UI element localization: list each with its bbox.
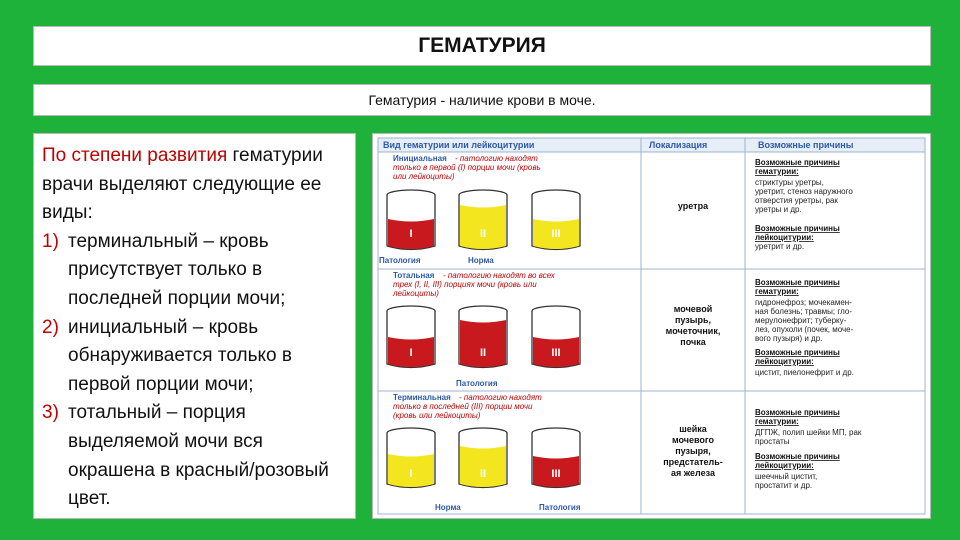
cause-heading: Возможные причины [755, 278, 840, 287]
intro-rest: гематурии врачи выделяют следующие ее виды: [42, 145, 323, 224]
row-type-desc: только в первой (I) порции мочи (кровь [393, 163, 541, 172]
row-type-name: Тотальная [393, 271, 435, 280]
row-location: пузыря, [675, 446, 711, 456]
row-location: мочевой [673, 304, 713, 314]
cup-3 [532, 306, 580, 368]
cup-1 [387, 190, 435, 250]
row-location: уретра [677, 201, 709, 211]
list-text: терминальный – кровь присутствует только в последней порции мочи; [68, 230, 286, 309]
cup-label: I [409, 228, 413, 240]
cause-heading: Возможные причины [755, 408, 840, 417]
cause-heading: Возможные причины [755, 452, 840, 461]
list-number: 1) [42, 230, 59, 252]
row-location: шейка [679, 424, 707, 434]
cup-2 [459, 306, 507, 368]
list-text: тотальный – порция выделяемой мочи вся окрашена в красный/розовый цвет. [68, 402, 329, 510]
intro-text [42, 142, 347, 228]
cause-heading: Возможные причины [755, 158, 840, 167]
cup-label: I [409, 468, 413, 480]
cup-label: II [479, 468, 487, 480]
row-type-desc: - патологию находят во всех [443, 271, 555, 280]
row-type-name: Терминальная [393, 393, 451, 402]
cause-text: ная болезнь; травмы; гло- [755, 307, 852, 316]
cause-text: простаты [755, 437, 790, 446]
row-type-desc: (кровь или лейкоциты) [393, 411, 481, 420]
cause-heading: гематурии: [755, 287, 799, 296]
list-item [42, 399, 347, 513]
header-type: Вид гематурии или лейкоцитурии [383, 140, 535, 150]
row-location: ая железа [671, 468, 715, 478]
row-type-name: Инициальная [393, 154, 447, 163]
cup-label: I [409, 347, 413, 359]
header-location: Локализация [649, 140, 708, 150]
row-location: почка [680, 337, 706, 347]
row-location: предстатель- [663, 457, 723, 467]
cup-caption: Норма [435, 503, 461, 512]
cause-heading: лейкоцитурии: [755, 461, 814, 470]
row-location: пузырь, [674, 315, 712, 325]
text-panel [33, 133, 356, 519]
hematuria-table-image [372, 133, 931, 519]
cause-text: гидронефроз; мочекамен- [755, 298, 852, 307]
cause-heading: гематурии: [755, 417, 799, 426]
row-type-desc: только в последней (III) порции мочи [393, 402, 533, 411]
cause-text: простатит и др. [755, 481, 813, 490]
cause-text: мерулонефрит; туберку- [755, 316, 847, 325]
cup-label: III [551, 347, 561, 359]
list-item [42, 228, 347, 314]
row-type-desc: лейкоциты) [393, 289, 439, 298]
cup-caption: Патология [379, 256, 421, 265]
row-location: мочеточник, [665, 326, 721, 336]
cause-text: ДГПЖ, полип шейки МП, рак [755, 428, 862, 437]
cup-caption: Патология [539, 503, 581, 512]
cause-text: лез, опухоли (почек, моче- [755, 325, 854, 334]
cause-text: стриктуры уретры, [755, 178, 824, 187]
cup-2 [459, 428, 507, 488]
row-location: мочевого [671, 435, 715, 445]
cup-caption: Патология [456, 379, 498, 388]
cause-text: отверстия уретры, рак [755, 196, 838, 205]
row-type-desc: трех (I, II, III) порциях мочи (кровь или [393, 280, 537, 289]
cause-text: уретры и др. [755, 205, 802, 214]
cause-heading: гематурии: [755, 167, 799, 176]
row-initial [379, 154, 853, 265]
cause-text: шеечный цистит, [755, 472, 818, 481]
intro-highlight: По степени развития [42, 145, 228, 166]
cup-2 [459, 190, 507, 250]
cup-3 [532, 190, 580, 250]
cup-1 [387, 428, 435, 488]
cause-heading: лейкоцитурии: [755, 233, 814, 242]
cup-label: III [551, 228, 561, 240]
row-type-desc: или лейкоциты) [393, 172, 455, 181]
cause-text: уретрит, стеноз наружного [755, 187, 853, 196]
list-number: 3) [42, 402, 59, 424]
slide-title: ГЕМАТУРИЯ [33, 26, 931, 66]
list-item [42, 314, 347, 400]
cup-3 [532, 428, 580, 488]
row-type-desc: - патологию находят [459, 393, 542, 402]
cause-text: цистит, пиелонефрит и др. [755, 368, 854, 377]
row-type-desc: - патологию находят [455, 154, 538, 163]
slide-subtitle: Гематурия - наличие крови в моче. [33, 84, 931, 116]
header-causes: Возможные причины [758, 140, 854, 150]
list-number: 2) [42, 316, 59, 338]
cause-text: уретрит и др. [755, 242, 805, 251]
cause-heading: Возможные причины [755, 224, 840, 233]
cup-label: II [479, 228, 487, 240]
list-text: инициальный – кровь обнаруживается только в первой порции мочи; [68, 316, 292, 395]
row-terminal [387, 393, 862, 512]
cup-1 [387, 306, 435, 368]
cause-heading: Возможные причины [755, 348, 840, 357]
row-total [387, 271, 854, 388]
cup-label: III [551, 468, 561, 480]
cup-caption: Норма [468, 256, 494, 265]
cause-text: вого пузыря) и др. [755, 334, 823, 343]
hematuria-table [373, 134, 930, 518]
cause-heading: лейкоцитурии: [755, 357, 814, 366]
cup-label: II [479, 347, 487, 359]
